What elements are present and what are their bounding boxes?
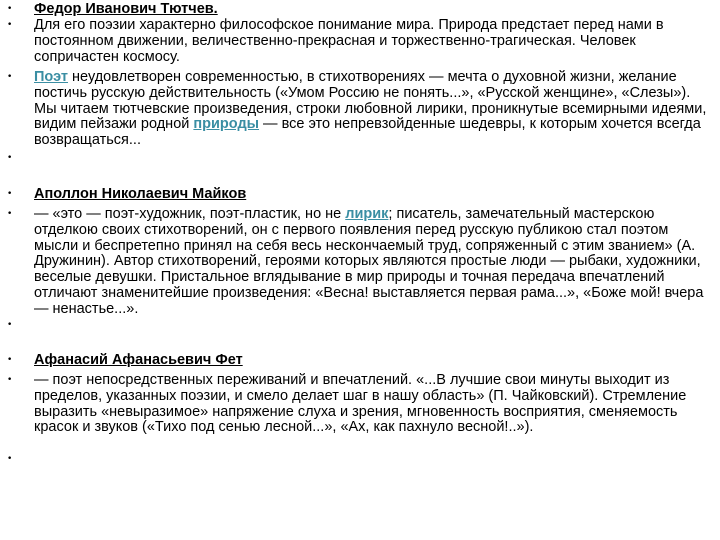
paragraph-text: — поэт непосредственных переживаний и впечатлений. «...В лучшие свои минуты выходит из пределов, указанных поэзии, и смело делает шаг в нашу область» (П. Чайковский). Стремление выразить «невыразимое» напряжение слуха и зрения, мгновенность восприятия, сменяемость красок и звуков («Тихо под сенью лесной...», «Ах, как пахнуло весной!..»). [34,372,687,436]
bullet-icon: • [7,20,13,30]
bullet-icon: • [7,189,13,199]
paragraph-text: Для его поэзии характерно философское понимание мира. Природа предстает перед нами в постоянном движении, величественно-прекрасная и торжественно-трагическая. Человек сопричастен космосу. [34,17,664,65]
poet-name-tyutchev: Федор Иванович Тютчев. [34,1,218,17]
bullet-icon: • [7,375,13,385]
bullet-icon: • [7,153,13,163]
keyword-link-lyricist[interactable]: лирик [345,206,389,222]
bullet-icon: • [7,454,13,464]
keyword-link-nature[interactable]: природы [193,116,260,133]
keyword-link-poet[interactable]: Поэт [34,69,69,85]
bullet-icon: • [7,209,13,219]
bullet-icon: • [7,72,13,82]
bullet-icon: • [7,4,13,14]
bullet-icon: • [7,320,13,330]
paragraph-text: Поэт неудовлетворен современностью, в стихотворениях — мечта о духовной жизни, желание постичь русскую действительность («Умом Россию не понять...», «Русской женщине», «Слезы»). Мы читаем тютчевские произведения, строки любовной лирики, проникнутые всемирными идеями, видим пейзажи родной природы — все это непревзойденные шедевры, к которым хочется всегда возвращаться... [34,69,707,149]
bullet-icon: • [7,355,13,365]
poet-name-maykov: Аполлон Николаевич Майков [34,186,247,202]
paragraph-text: — «это — поэт-художник, поэт-пластик, но не лирик; писатель, замечательный мастерскою отделкою своих стихотворений, он с первого появления перед русскую публикою стал поэтом мысли и беспретепно принял на себя весь нескончаемый труд, сопряженный с этим званием» (А. Дружинин). Автор стихотворений, героями которых являются простые люди — рыбаки, художники, веселые девушки. Пристальное вглядывание в мир природы и точная передача впечатлений отличают знаменитейшие произведения: «Весна! выставляется первая рама...», «Боже мой! вчера — ненастье...». [34,206,704,317]
poet-name-fet: Афанасий Афанасьевич Фет [34,352,243,368]
